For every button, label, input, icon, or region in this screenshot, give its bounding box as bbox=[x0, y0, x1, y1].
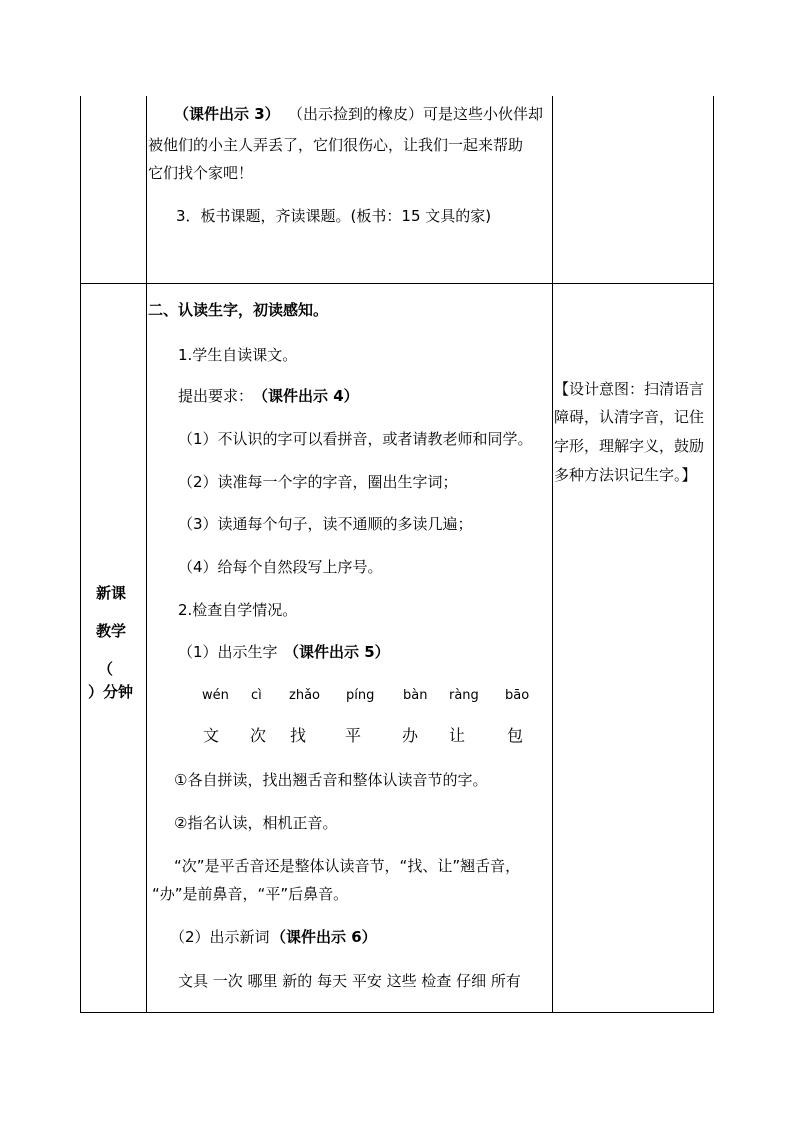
design-intent-line: 字形，理解字义，鼓励 bbox=[554, 437, 705, 455]
step-1: 1.学生自读课文。 bbox=[178, 346, 298, 364]
pinyin-syllable: cì bbox=[251, 688, 262, 703]
section-label-line4: ）分钟 bbox=[88, 683, 134, 701]
new-character: 让 bbox=[449, 726, 466, 745]
note-3-line2: “办”是前鼻音，“平”后鼻音。 bbox=[152, 885, 349, 903]
new-character: 平 bbox=[345, 726, 362, 745]
requirement-item: （4）给每个自然段写上序号。 bbox=[178, 558, 383, 576]
table-row-divider bbox=[80, 283, 714, 284]
requirement-item: （1）不认识的字可以看拼音，或者请教老师和同学。 bbox=[178, 430, 533, 448]
show-characters-label: （1）出示生字 bbox=[178, 643, 278, 661]
show-words-label: （2）出示新词 bbox=[170, 928, 270, 946]
section-heading: 二、认读生字，初读感知。 bbox=[148, 301, 329, 319]
new-character: 包 bbox=[507, 726, 524, 745]
new-character: 次 bbox=[250, 726, 267, 745]
requirement-item: （3）读通每个句子，读不通顺的多读几遍； bbox=[178, 515, 473, 533]
new-character: 文 bbox=[203, 726, 220, 745]
section-label-line1: 新课 bbox=[96, 584, 127, 602]
table-border-right bbox=[713, 96, 714, 1013]
pinyin-syllable: bāo bbox=[505, 688, 530, 703]
row1-line1: （出示捡到的橡皮）可是这些小伙伴却 bbox=[288, 105, 544, 123]
courseware-label-4: （课件出示 4） bbox=[253, 387, 359, 405]
pinyin-syllable: zhǎo bbox=[289, 688, 320, 703]
design-intent-line: 障碍，认清字音，记住 bbox=[554, 408, 705, 426]
requirements-label: 提出要求： bbox=[178, 387, 254, 405]
pinyin-syllable: ràng bbox=[449, 688, 479, 703]
pinyin-syllable: wén bbox=[202, 688, 229, 703]
new-character: 找 bbox=[290, 726, 307, 745]
note-1: ①各自拼读，找出翘舌音和整体认读音节的字。 bbox=[174, 771, 488, 789]
section-label-line3: （ bbox=[98, 660, 114, 678]
table-border-left bbox=[80, 96, 81, 1013]
row1-line4: 3．板书课题，齐读课题。(板书：15 文具的家) bbox=[176, 207, 492, 225]
note-2: ②指名认读，相机正音。 bbox=[174, 814, 338, 832]
pinyin-syllable: píng bbox=[346, 688, 375, 703]
design-intent-line: 多种方法识记生字。】 bbox=[554, 466, 697, 484]
step-2: 2.检查自学情况。 bbox=[178, 601, 298, 619]
new-words-list: 文具 一次 哪里 新的 每天 平安 这些 检查 仔细 所有 bbox=[178, 972, 521, 990]
table-border-col1 bbox=[146, 96, 147, 1013]
table-border-col2 bbox=[552, 96, 553, 1013]
courseware-label-6: （课件出示 6） bbox=[271, 928, 377, 946]
courseware-label-3: （课件出示 3） bbox=[174, 105, 280, 123]
requirement-item: （2）读准每一个字的字音，圈出生字词； bbox=[178, 473, 458, 491]
note-3-line1: “次”是平舌音还是整体认读音节，“找、让”翘舌音， bbox=[174, 857, 521, 875]
row1-line2: 被他们的小主人弄丢了，它们很伤心，让我们一起来帮助 bbox=[148, 136, 524, 154]
section-label-line2: 教学 bbox=[96, 622, 127, 640]
design-intent-line: 【设计意图：扫清语言 bbox=[554, 380, 705, 398]
row1-line3: 它们找个家吧！ bbox=[148, 164, 254, 182]
new-character: 办 bbox=[402, 726, 419, 745]
table-border-bottom bbox=[80, 1012, 714, 1013]
pinyin-syllable: bàn bbox=[403, 688, 428, 703]
courseware-label-5: （课件出示 5） bbox=[284, 643, 390, 661]
